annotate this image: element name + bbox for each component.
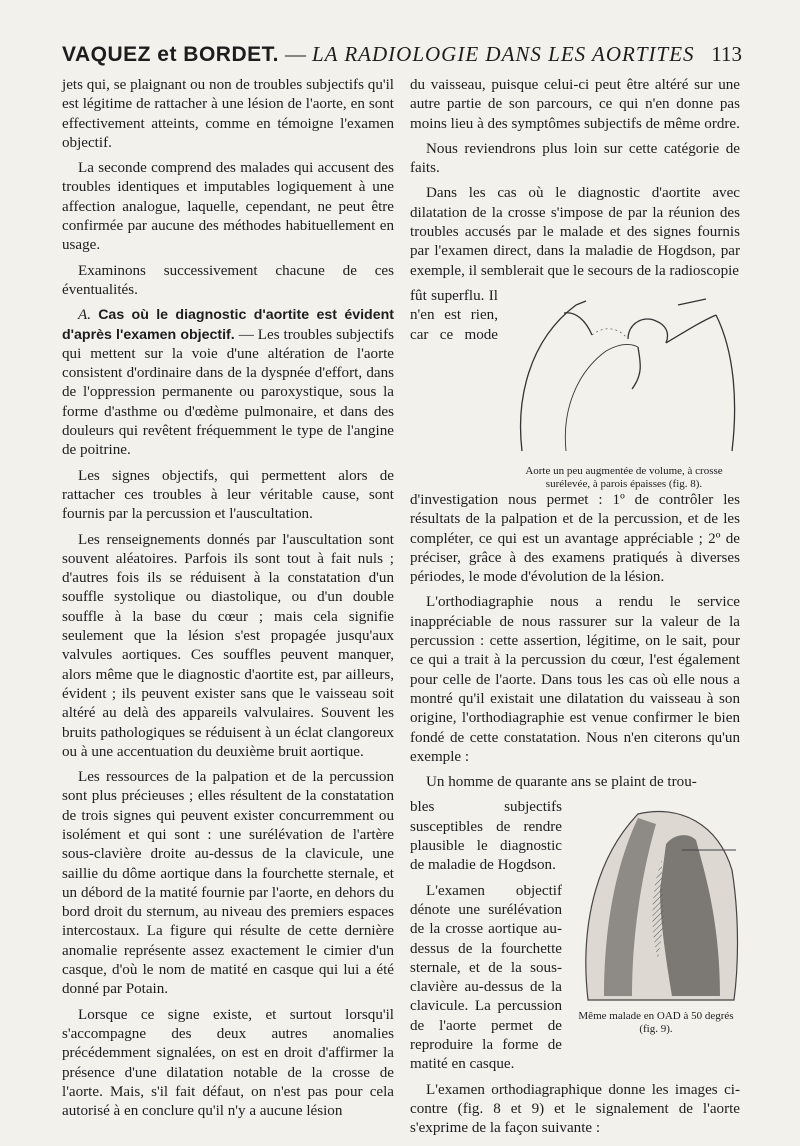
paragraph: Examinons successivement chacune de ces éventualités. (62, 262, 394, 298)
paragraph: L'examen orthodiagraphique donne les images ci-contre (fig. 8 et 9) et le signalement de l'aorte s'exprime de la façon suivante : (410, 1081, 740, 1137)
paragraph: jets qui, se plaignant ou non de troubles subjectifs qu'il est légitime de rattacher à une lésion de l'aorte, en sont effectivement atteints, comme en témoigne l'examen objectif. (62, 77, 394, 151)
paragraph: Un homme de quarante ans se plaint de trou- (426, 774, 697, 791)
fig8-caption: Aorte un peu augmentée de volume, à crosse surélevée, à parois épaisses (fig. 8). (525, 464, 723, 490)
paragraph: bles subjectifs susceptibles de rendre plausible le diagnostic de maladie de Hogdson. (410, 799, 562, 874)
fig9-caption: Même malade en OAD à 50 degrés (fig. 9). (578, 1010, 734, 1036)
paragraph: La seconde comprend des malades qui accusent des troubles identiques et imputables logiquement à une affection analogue, laquelle, cependant, ne peut être confirmée par aucune des méthodes habituellement en usage. (62, 160, 394, 254)
section-text: — Les troubles subjectifs qui mettent sur la voie d'une altération de l'aorte consistent d'ordinaire dans de la dyspnée d'effort, dans de l'oppression permanente ou paroxystique, sous la forme d'asthme ou d'œdème pulmonaire, et dans des douleurs qui revêtent fréquemment le type de l'angine de poitrine. (62, 326, 394, 459)
paragraph: Les ressources de la palpation et de la percussion sont plus précieuses ; elles résultent de la constatation de trois signes qui peuvent exister concurremment ou isolément et qui sont : une surélévation de l'artère sous-clavière droite au-dessus de la clavicule, une saillie du dôme aortique dans la fourchette sternale, et un débord de la matité fournie par l'aorte, en dehors du bord droit du sternum, au niveau des premiers espaces intercostaux. La figure qui résulte de cette dernière anomalie représente assez exactement le cimier d'un casque, d'où le nom de matité en casque qui lui a été donné par Potain. (62, 769, 394, 998)
header-running-title: LA RADIOLOGIE DANS LES AORTITES (311, 42, 695, 66)
right-column (410, 76, 740, 1144)
paragraph: Dans les cas où le diagnostic d'aortite avec dilatation de la crosse s'impose de par la réunion des troubles accusés par le malade et des signes fournis par l'examen direct, dans la maladie de Hogdson, par exemple, il semblerait que le secours de la radioscopie (410, 185, 740, 279)
left-column (62, 76, 394, 1127)
paragraph: L'orthodiagraphie nous a rendu le service inappréciable de nous rassurer sur la valeur de la percussion : cette assertion, légitime, on le sait, pour ce qui a trait à la percussion du cœur, l'est également pour celle de l'aorte. Dans tous les cas où elle nous a montré qu'il existait une dilatation du vaisseau à son origine, l'orthodiagraphie est venue confirmer le bien fondé de cette constatation. Nous n'en citerons qu'un exemple : (410, 594, 740, 765)
figure-8 (506, 291, 742, 490)
paragraph: Nous reviendrons plus loin sur cette catégorie de faits. (410, 140, 740, 177)
paragraph: Lorsque ce signe existe, et surtout lorsqu'il s'accompagne des deux autres anomalies précédemment signalées, on est en droit d'affirmer la présence d'une dilatation notable de la crosse de l'aorte. Mais, s'il fait défaut, on n'est pas pour cela autorisé à en conclure qu'il n'y a aucune lésion (62, 1006, 394, 1120)
fig9-orthodiagram (570, 800, 742, 1008)
running-header (62, 42, 742, 72)
figure-9 (570, 800, 742, 1040)
paragraph: du vaisseau, puisque celui-ci peut être altéré sur une autre partie de son parcours, ce qui n'en donne pas moins lieu à des symptômes subjectifs de même ordre. (410, 77, 740, 132)
header-authors: VAQUEZ et BORDET. (62, 43, 279, 66)
section-heading: Cas où le diagnostic d'aortite est évident d'après l'examen objectif. (62, 307, 394, 343)
paragraph: L'examen objectif dénote une surélévation de la crosse aortique au-dessus de la fourchette sternale, et de la sous-clavière au-dessus de la clavicule. La percussion de l'aorte permet de reproduire la forme de matité en casque. (410, 882, 562, 1073)
paragraph: Les signes objectifs, qui permettent alors de rattacher ces troubles à leur véritable cause, sont fournis par la percussion et l'auscultation. (62, 467, 394, 523)
page-number: 113 (711, 42, 742, 66)
section-letter: A. (78, 307, 91, 324)
section-paragraph (62, 306, 394, 460)
fig8-orthodiagram (506, 291, 742, 463)
paragraph: Les renseignements donnés par l'auscultation sont souvent aléatoires. Parfois ils sont tout à fait nuls ; d'autres fois ils se réduisent à la constatation d'un souffle systolique ou diastolique, ou d'un double souffle à la base du cœur ; mais cela signifie seulement que la lésion s'est propagée jusqu'aux valvules aortiques. Ces souffles peuvent manquer, alors même que le diagnostic d'aortite est, par ailleurs, évident ; ils peuvent exister sans que le vaisseau soit altéré au delà des appareils valvulaires. Souvent les bruits pathologiques se réduisent à un éclat clangoreux ou à une accentuation du deuxième bruit aortique. (62, 531, 394, 760)
paragraph: fût superflu. Il n'en est rien, car ce mode d'investigation nous permet : 1º de contrôler les résultats de la palpation et de la percussion, et de les compléter, ce qui est un avantage appréciable ; 2º de préciser, grâce à des examens pratiqués à diverses périodes, le mode d'évolution de la lésion. (410, 287, 740, 586)
header-dash: — (284, 42, 306, 66)
